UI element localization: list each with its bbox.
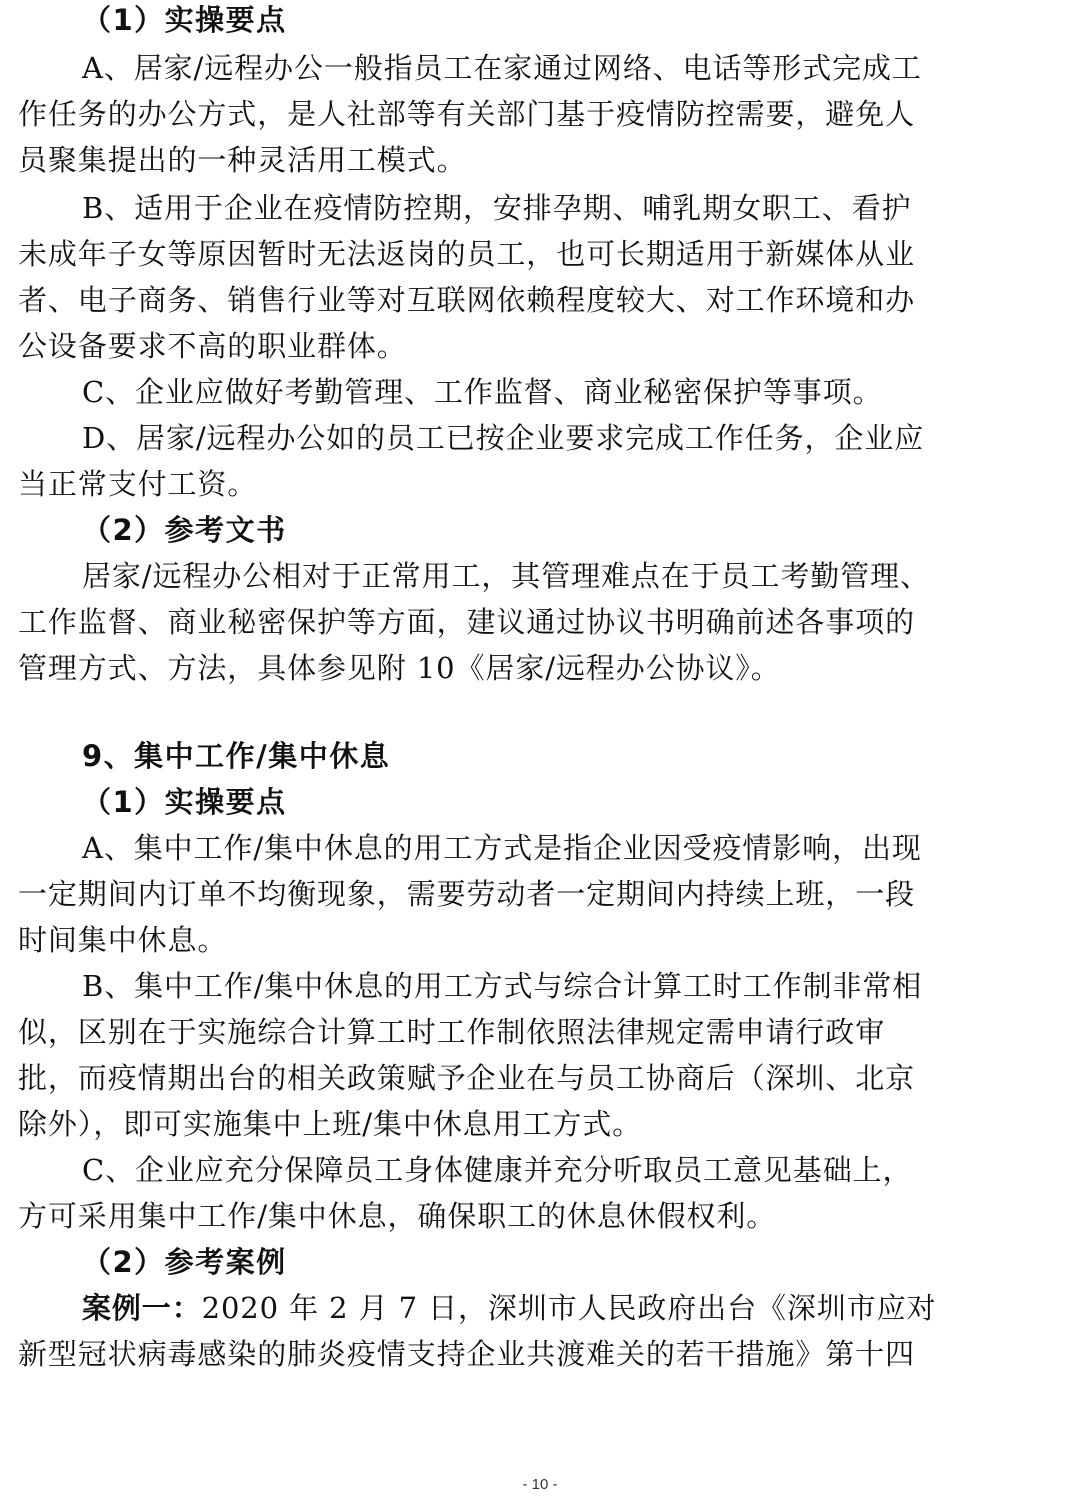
paragraph-line: C、企业应充分保障员工身体健康并充分听取员工意见基础上， [82,1153,913,1187]
paragraph-line: 未成年子女等原因暂时无法返岗的员工，也可长期适用于新媒体从业 [18,237,916,271]
paragraph-line: 居家/远程办公相对于正常用工，其管理难点在于员工考勤管理、 [82,559,930,593]
case-text: 2020 年 2 月 7 日，深圳市人民政府出台《深圳市应对 [201,1291,937,1325]
paragraph-line: B、适用于企业在疫情防控期，安排孕期、哺乳期女职工、看护 [82,191,912,225]
paragraph-line: B、集中工作/集中休息的用工方式与综合计算工时工作制非常相 [82,969,923,1003]
paragraph-line: A、集中工作/集中休息的用工方式是指企业因受疫情影响，出现 [82,831,922,865]
section-heading: 9、集中工作/集中休息 [82,739,391,773]
subsection-title: （1）实操要点 [82,3,287,37]
paragraph-line: 员聚集提出的一种灵活用工模式。 [18,143,467,177]
paragraph-line: 新型冠状病毒感染的肺炎疫情支持企业共渡难关的若干措施》第十四 [18,1337,916,1371]
paragraph-line: 方可采用集中工作/集中休息，确保职工的休息休假权利。 [18,1199,777,1233]
paragraph-line [82,1290,936,1326]
subsection-title: （1）实操要点 [82,785,287,819]
paragraph-line: 批，而疫情期出台的相关政策赋予企业在与员工协商后（深圳、北京 [18,1061,916,1095]
paragraph-line: 公设备要求不高的职业群体。 [18,329,407,363]
paragraph-line: 者、电子商务、销售行业等对互联网依赖程度较大、对工作环境和办 [18,283,916,317]
paragraph-line: 除外），即可实施集中上班/集中休息用工方式。 [18,1107,643,1141]
paragraph-line: 当正常支付工资。 [18,467,258,501]
paragraph-line: D、居家/远程办公如的员工已按企业要求完成工作任务，企业应 [82,421,925,455]
page-number: - 10 - [522,1476,558,1493]
paragraph-line: 管理方式、方法，具体参见附 10《居家/远程办公协议》。 [18,651,781,685]
case-label: 案例一： [82,1291,202,1325]
paragraph-line: A、居家/远程办公一般指员工在家通过网络、电话等形式完成工 [82,51,922,85]
paragraph-line: 一定期间内订单不均衡现象，需要劳动者一定期间内持续上班，一段 [18,877,916,911]
paragraph-line: 工作监督、商业秘密保护等方面，建议通过协议书明确前述各事项的 [18,605,916,639]
paragraph-line: 作任务的办公方式，是人社部等有关部门基于疫情防控需要，避免人 [18,97,916,131]
paragraph-line: C、企业应做好考勤管理、工作监督、商业秘密保护等事项。 [82,375,883,409]
paragraph-line: 似，区别在于实施综合计算工时工作制依照法律规定需申请行政审 [18,1015,886,1049]
subsection-title: （2）参考案例 [82,1245,287,1279]
paragraph-line: 时间集中休息。 [18,923,228,957]
subsection-title: （2）参考文书 [82,513,287,547]
